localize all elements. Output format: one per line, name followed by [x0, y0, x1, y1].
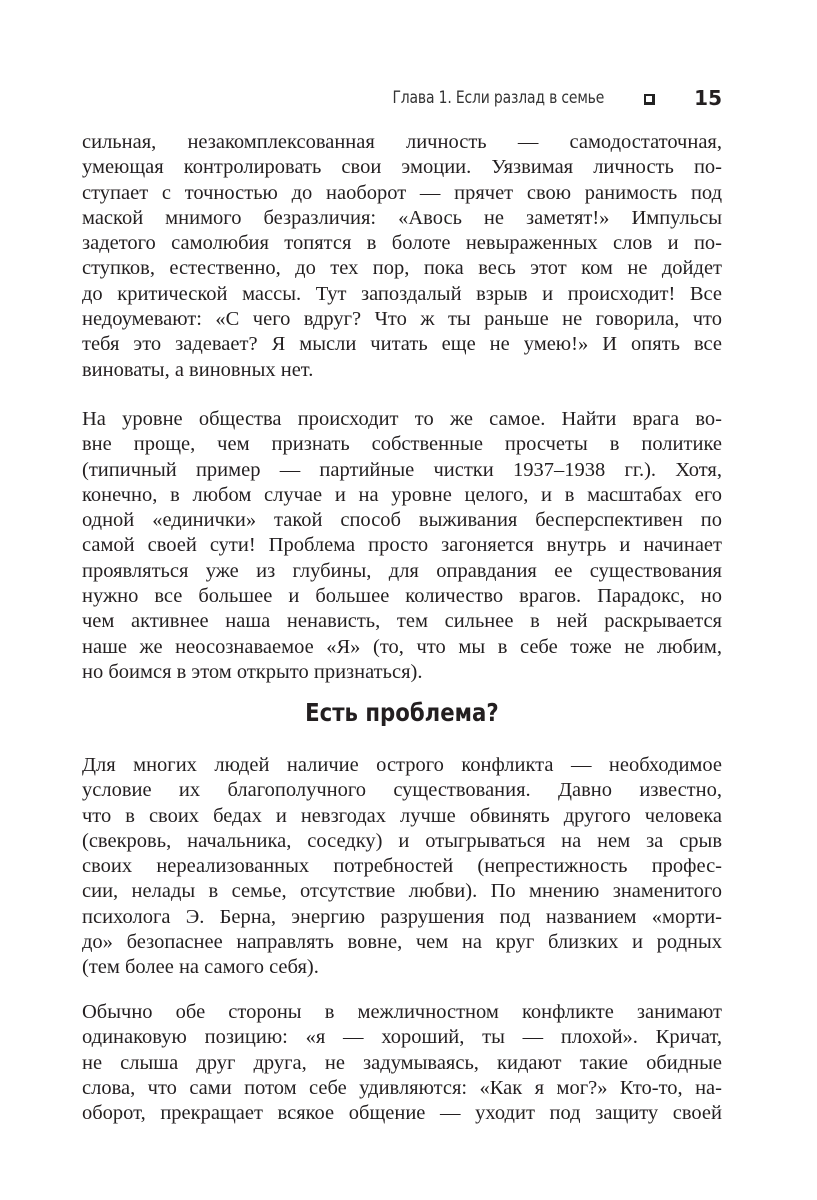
- text-line: недоумевают: «С чего вдруг? Что ж ты раньше не говорила, что: [82, 308, 722, 331]
- text-line: умеющая контролировать свои эмоции. Уязвимая личность по-: [82, 156, 722, 179]
- text-line: самой своей сути! Проблема просто загоняется внутрь и начинает: [82, 534, 722, 557]
- text-line: наше же неосознаваемое «Я» (то, что мы в себе тоже не любим,: [82, 635, 722, 658]
- running-title: Глава 1. Если разлад в семье: [392, 88, 604, 108]
- text-line: маской мнимого безразличия: «Авось не заметят!» Импульсы: [82, 206, 722, 229]
- running-header: [82, 86, 722, 116]
- text-line: ступков, естественно, до тех пор, пока весь этот ком не дойдет: [82, 257, 722, 280]
- text-line: своих нереализованных потребностей (непрестижность профес-: [82, 855, 722, 878]
- text-line: слова, что сами потом себе удивляются: «Как я мог?» Кто-то, на-: [82, 1076, 722, 1099]
- text-line: На уровне общества происходит то же самое. Найти врага во-: [82, 408, 722, 430]
- text-line: но боимся в этом открыто признаться).: [82, 660, 423, 683]
- text-line: чем активнее наша ненависть, тем сильнее в ней раскрывается: [82, 610, 722, 633]
- text-line: Обычно обе стороны в межличностном конфликте занимают: [82, 1001, 722, 1023]
- text-line: одной «единички» такой способ выживания бесперспективен по: [82, 509, 722, 532]
- section-heading: [82, 698, 722, 727]
- text-line: до критической массы. Тут запоздалый взрыв и происходит! Все: [82, 282, 722, 305]
- text-line: тебя это задевает? Я мысли читать еще не умею!» И опять все: [82, 333, 722, 356]
- text-line: сии, нелады в семье, отсутствие любви). По мнению знаменитого: [82, 880, 722, 903]
- text-line: нужно все большее и большее количество врагов. Парадокс, но: [82, 585, 722, 608]
- text-line: условие их благополучного существования. Давно известно,: [82, 779, 722, 802]
- text-line: (тем более на самого себя).: [82, 956, 319, 979]
- section-heading-text: Есть проблема?: [305, 698, 499, 727]
- text-line: сильная, незакомплексованная личность — самодостаточная,: [82, 131, 722, 153]
- text-line: проявляться уже из глубины, для оправдания ее существования: [82, 559, 722, 582]
- text-line: виноваты, а виновных нет.: [82, 358, 314, 381]
- paragraph: [82, 1000, 722, 1126]
- paragraph: [82, 130, 722, 383]
- text-line: (свекровь, начальника, соседку) и отыгрываться на нем за срыв: [82, 829, 722, 852]
- square-icon: [644, 94, 655, 105]
- text-line: оборот, прекращает всякое общение — уходит под защиту своей: [82, 1102, 722, 1125]
- text-line: задетого самолюбия топятся в болоте невыраженных слов и по-: [82, 232, 722, 255]
- text-line: не слыша друг друга, не задумываясь, кидают такие обидные: [82, 1051, 722, 1074]
- text-line: психолога Э. Берна, энергию разрушения под названием «морти-: [82, 905, 722, 928]
- text-line: ступает с точностью до наоборот — прячет свою ранимость под: [82, 181, 722, 204]
- paragraph: [82, 753, 722, 981]
- text-line: что в своих бедах и невзгодах лучше обвинять другого человека: [82, 804, 722, 827]
- page-number: 15: [694, 86, 722, 110]
- text-line: конечно, в любом случае и на уровне целого, и в масштабах его: [82, 483, 722, 506]
- paragraph: [82, 407, 722, 685]
- text-line: Для многих людей наличие острого конфликта — необходимое: [82, 754, 722, 776]
- text-line: вне проще, чем признать собственные просчеты в политике: [82, 433, 722, 456]
- text-line: (типичный пример — партийные чистки 1937–1938 гг.). Хотя,: [82, 458, 722, 481]
- text-line: одинаковую позицию: «я — хороший, ты — плохой». Кричат,: [82, 1026, 722, 1049]
- text-line: до» безопаснее направлять вовне, чем на круг близких и родных: [82, 931, 722, 954]
